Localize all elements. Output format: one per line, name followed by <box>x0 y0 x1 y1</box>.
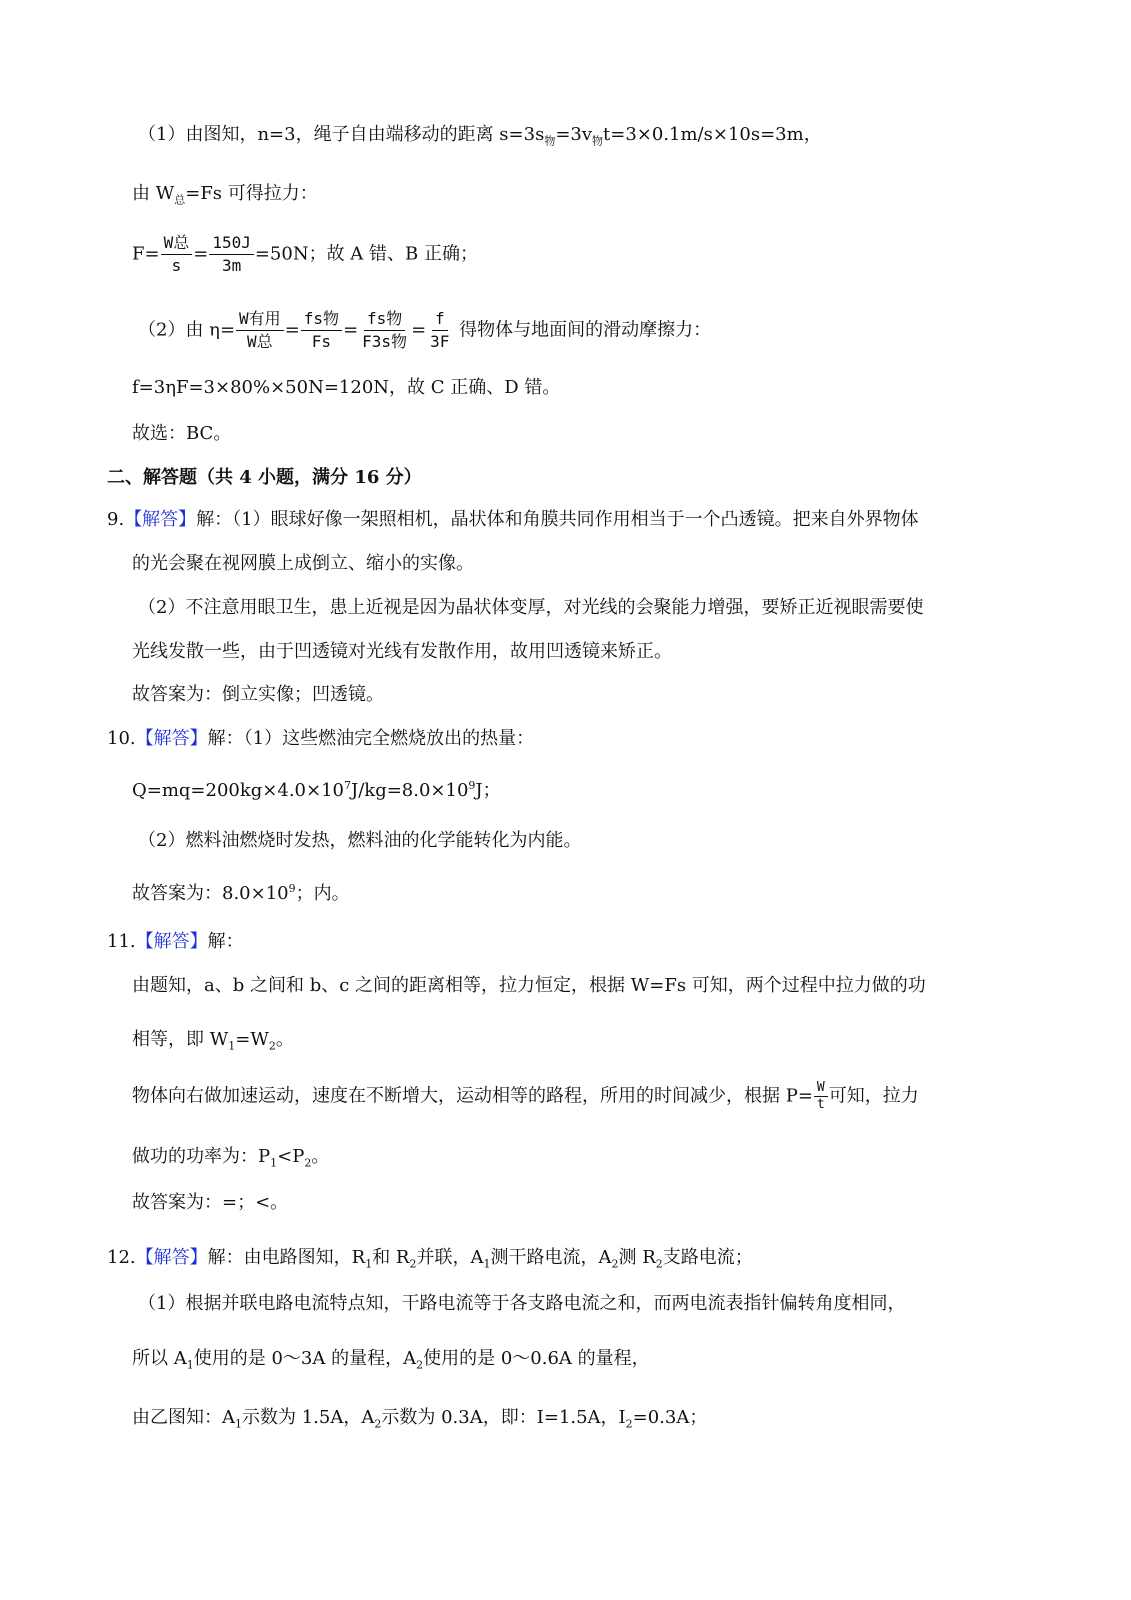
text: J/kg=8.0×10 <box>351 780 469 801</box>
subscript: 1 <box>235 1417 242 1431</box>
section-title: 二、解答题（共 4 小题，满分 16 分） <box>107 467 422 488</box>
subscript: 1 <box>270 1156 278 1170</box>
text: = <box>193 243 209 265</box>
q11-line5 <box>132 1145 329 1169</box>
question-number: 11. <box>107 931 136 952</box>
q9-line1 <box>107 508 919 532</box>
text: 测干路电流，A <box>490 1247 612 1268</box>
numerator: W <box>814 1080 828 1097</box>
subscript: 物 <box>544 134 556 148</box>
q12-line3 <box>132 1347 650 1371</box>
part2-choice: 故选：BC。 <box>132 423 232 444</box>
part1-line1 <box>138 123 822 147</box>
denominator: s <box>171 256 182 275</box>
q12-line4 <box>132 1406 707 1430</box>
fraction <box>301 308 342 353</box>
text: <P <box>277 1146 305 1167</box>
q10-answer <box>132 882 350 906</box>
text: 。 <box>275 1029 294 1050</box>
numerator: W总 <box>161 232 193 255</box>
subscript: 2 <box>268 1039 276 1053</box>
subscript: 1 <box>483 1257 491 1271</box>
denominator: F3s物 <box>362 332 408 351</box>
superscript: 9 <box>288 882 296 895</box>
formula-force <box>132 232 478 277</box>
q11-line4 <box>132 1080 919 1113</box>
fraction <box>161 232 193 277</box>
denominator: Fs <box>311 332 332 351</box>
text: 所以 A <box>132 1348 187 1369</box>
text: 使用的是 0～3A 的量程，A <box>193 1348 417 1369</box>
q11-answer: 故答案为：=；<。 <box>132 1192 289 1213</box>
subscript: 总 <box>174 193 186 207</box>
q11-line3 <box>132 1028 294 1052</box>
text: =Fs 可得拉力： <box>185 183 318 204</box>
text: 解：（1）眼球好像一架照相机，晶状体和角膜共同作用相当于一个凸透镜。把来自外界物体 <box>196 509 919 530</box>
fraction <box>236 308 284 353</box>
subscript: 1 <box>186 1358 194 1372</box>
text: 做功的功率为：P <box>132 1146 271 1167</box>
answer-tag: 【解答】 <box>124 509 197 530</box>
q11-line2: 由题知，a、b 之间和 b、c 之间的距离相等，拉力恒定，根据 W=Fs 可知，两个过程中拉力做的功 <box>132 975 926 996</box>
q9-line3: （2）不注意用眼卫生，患上近视是因为晶状体变厚，对光线的会聚能力增强，要矫正近视眼需要使 <box>138 597 924 618</box>
text: 和 R <box>372 1247 410 1268</box>
superscript: 9 <box>468 779 476 792</box>
text: =0.3A； <box>632 1407 708 1428</box>
text: 使用的是 0～0.6A 的量程， <box>423 1348 650 1369</box>
text: 并联，A <box>416 1247 484 1268</box>
denominator: 3F <box>430 332 450 351</box>
text: = <box>343 319 359 341</box>
text: 支路电流； <box>662 1247 753 1268</box>
fraction <box>359 308 410 353</box>
subscript: 2 <box>611 1257 619 1271</box>
question-number: 9. <box>107 509 125 530</box>
numerator: W有用 <box>236 308 284 331</box>
answer-tag: 【解答】 <box>135 728 208 749</box>
q12-line1 <box>107 1246 753 1270</box>
text: =W <box>235 1029 269 1050</box>
subscript: 2 <box>416 1358 424 1372</box>
subscript: 2 <box>374 1417 382 1431</box>
subscript: 2 <box>625 1417 633 1431</box>
text: t=3×0.1m/s×10s=3m， <box>603 124 822 145</box>
numerator: fs物 <box>364 308 405 331</box>
text: 解： <box>207 931 244 952</box>
text: F= <box>132 243 160 265</box>
text: Q=mq=200kg×4.0×10 <box>132 780 344 801</box>
text: 。 <box>311 1146 330 1167</box>
subscript: 2 <box>304 1156 312 1170</box>
q9-line2: 的光会聚在视网膜上成倒立、缩小的实像。 <box>132 553 474 574</box>
part1-line2 <box>132 182 318 206</box>
text: 相等，即 W <box>132 1029 229 1050</box>
denominator: 3m <box>221 256 242 275</box>
subscript: 2 <box>655 1257 663 1271</box>
q10-line3: （2）燃料油燃烧时发热，燃料油的化学能转化为内能。 <box>138 830 582 851</box>
numerator: f <box>432 308 448 331</box>
q10-line1 <box>107 727 534 751</box>
answer-tag: 【解答】 <box>135 1247 208 1268</box>
text: （2）由 η= <box>138 319 236 341</box>
text: ；内。 <box>295 883 350 904</box>
subscript: 1 <box>365 1257 373 1271</box>
question-number: 12. <box>107 1247 136 1268</box>
q10-formula <box>132 779 501 803</box>
text: =3v <box>555 124 593 145</box>
q11-line1 <box>107 930 244 954</box>
text: 测 R <box>618 1247 656 1268</box>
text: = <box>411 319 427 341</box>
text: =50N；故 A 错、B 正确； <box>254 243 478 265</box>
text: 故答案为：8.0×10 <box>132 883 289 904</box>
text: 得物体与地面间的滑动摩擦力： <box>459 319 712 341</box>
numerator: 150J <box>209 232 254 255</box>
text: 物体向右做加速运动，速度在不断增大，运动相等的路程，所用的时间减少，根据 P= <box>132 1085 813 1107</box>
formula-efficiency <box>138 308 711 353</box>
text: = <box>284 319 300 341</box>
numerator: fs物 <box>301 308 342 331</box>
text: 由 W <box>132 183 175 204</box>
fraction <box>427 308 452 353</box>
text: 可知，拉力 <box>828 1085 919 1107</box>
part2-result: f=3ηF=3×80%×50N=120N，故 C 正确、D 错。 <box>132 377 561 398</box>
q9-line4: 光线发散一些，由于凹透镜对光线有发散作用，故用凹透镜来矫正。 <box>132 641 672 662</box>
text: 由乙图知：A <box>132 1407 235 1428</box>
question-number: 10. <box>107 728 136 749</box>
text: 示数为 0.3A，即：I=1.5A，I <box>381 1407 626 1428</box>
text: （1）由图知，n=3，绳子自由端移动的距离 s=3s <box>138 124 545 145</box>
subscript: 1 <box>228 1039 236 1053</box>
q9-answer: 故答案为：倒立实像；凹透镜。 <box>132 684 384 705</box>
q12-line2: （1）根据并联电路电流特点知，干路电流等于各支路电流之和，而两电流表指针偏转角度相同， <box>138 1293 906 1314</box>
text: 示数为 1.5A，A <box>242 1407 375 1428</box>
text: J； <box>475 780 501 801</box>
denominator: t <box>816 1097 825 1112</box>
text: 解：（1）这些燃油完全燃烧放出的热量： <box>207 728 535 749</box>
subscript: 2 <box>409 1257 417 1271</box>
fraction <box>209 232 254 277</box>
subscript: 物 <box>592 134 604 148</box>
fraction <box>814 1080 828 1113</box>
denominator: W总 <box>247 332 273 351</box>
text: 解：由电路图知，R <box>207 1247 366 1268</box>
answer-tag: 【解答】 <box>135 931 208 952</box>
superscript: 7 <box>344 779 351 792</box>
